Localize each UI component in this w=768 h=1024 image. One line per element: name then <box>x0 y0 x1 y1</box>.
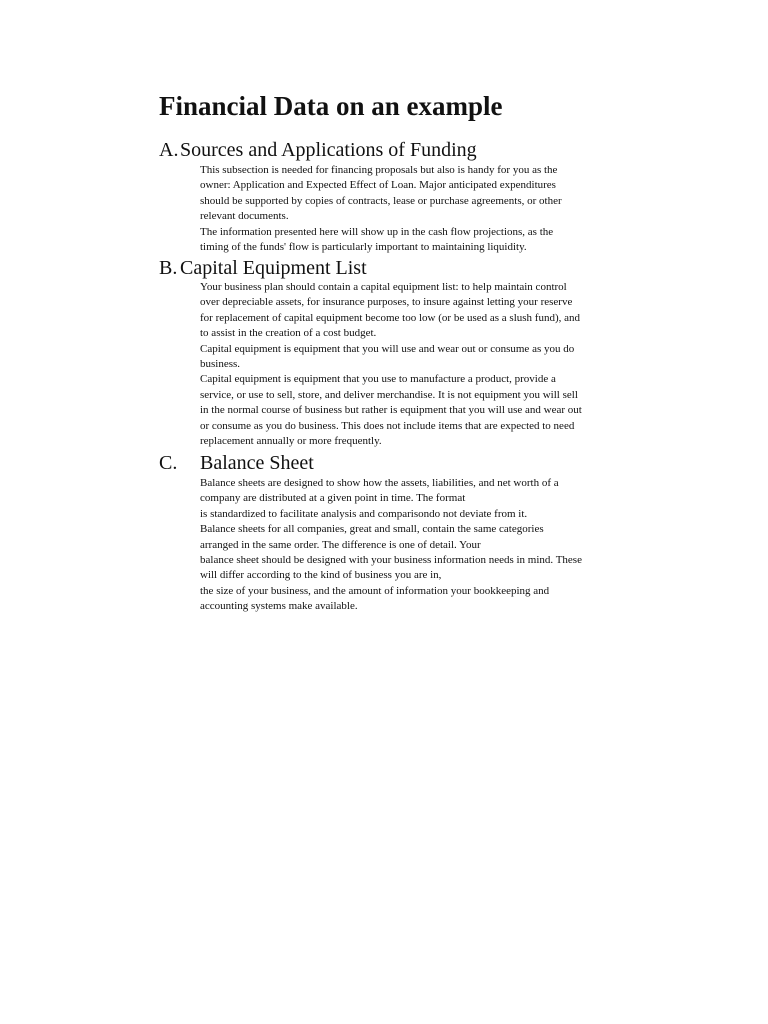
section-a-title: Sources and Applications of Funding <box>180 139 477 161</box>
section-c-line: Balance sheets for all companies, great and small, contain the same categories <box>200 523 544 536</box>
section-a-line: timing of the funds' flow is particularly important to maintaining liquidity. <box>200 241 527 254</box>
section-c-line: the size of your business, and the amount of information your bookkeeping and <box>200 584 550 597</box>
section-b-line: in the normal course of business but rather is equipment that you will use and wear out <box>200 404 582 417</box>
section-b-line: Your business plan should contain a capital equipment list: to help maintain control <box>200 281 567 293</box>
section-c-line: company are distributed at a given point in time. The format <box>200 492 466 505</box>
section-b-body <box>200 280 640 449</box>
section-c-heading <box>159 451 314 475</box>
section-b-line: or consume as you do business. This does not include items that are expected to need <box>200 419 575 432</box>
section-c-line: balance sheet should be designed with your business information needs in mind. These <box>200 554 582 567</box>
section-c-body <box>200 476 640 615</box>
section-c-line: accounting systems make available. <box>200 600 358 613</box>
section-a-line: should be supported by copies of contracts, lease or purchase agreements, or other <box>200 194 562 207</box>
section-b-line: to assist in the creation of a cost budget. <box>200 327 377 340</box>
section-c-line: Balance sheets are designed to show how the assets, liabilities, and net worth of a <box>200 477 559 489</box>
section-b-line: Capital equipment is equipment that you use to manufacture a product, provide a <box>200 373 556 386</box>
section-a-body <box>200 163 640 255</box>
section-b-line: service, or use to sell, store, and deliver merchandise. It is not equipment you will sell <box>200 388 578 401</box>
section-b-marker: B. <box>159 257 178 279</box>
section-b-title: Capital Equipment List <box>180 257 367 279</box>
section-a-line: relevant documents. <box>200 210 289 223</box>
section-a-line: The information presented here will show up in the cash flow projections, as the <box>200 225 554 238</box>
section-b-line: over depreciable assets, for insurance purposes, to insure against letting your reserve <box>200 296 573 309</box>
section-b-heading <box>159 256 367 280</box>
section-b-line: business. <box>200 358 241 371</box>
section-a-line: owner: Application and Expected Effect of Loan. Major anticipated expenditures <box>200 179 556 192</box>
section-b-line: Capital equipment is equipment that you will use and wear out or consume as you do <box>200 342 575 355</box>
section-c-title: Balance Sheet <box>200 452 314 474</box>
section-c-line: arranged in the same order. The difference is one of detail. Your <box>200 538 481 551</box>
section-a-heading <box>159 138 477 162</box>
section-b-line: for replacement of capital equipment become too low (or be used as a slush fund), and <box>200 311 580 324</box>
section-a-line: This subsection is needed for financing proposals but also is handy for you as the <box>200 164 558 176</box>
document-title: Financial Data on an example <box>159 91 503 121</box>
section-c-line: will differ according to the kind of business you are in, <box>200 569 442 582</box>
section-c-line: is standardized to facilitate analysis and comparisondo not deviate from it. <box>200 507 528 520</box>
section-b-line: replacement annually or more frequently. <box>200 435 382 448</box>
section-a-marker: A. <box>159 139 179 161</box>
section-c-marker: C. <box>159 452 178 474</box>
